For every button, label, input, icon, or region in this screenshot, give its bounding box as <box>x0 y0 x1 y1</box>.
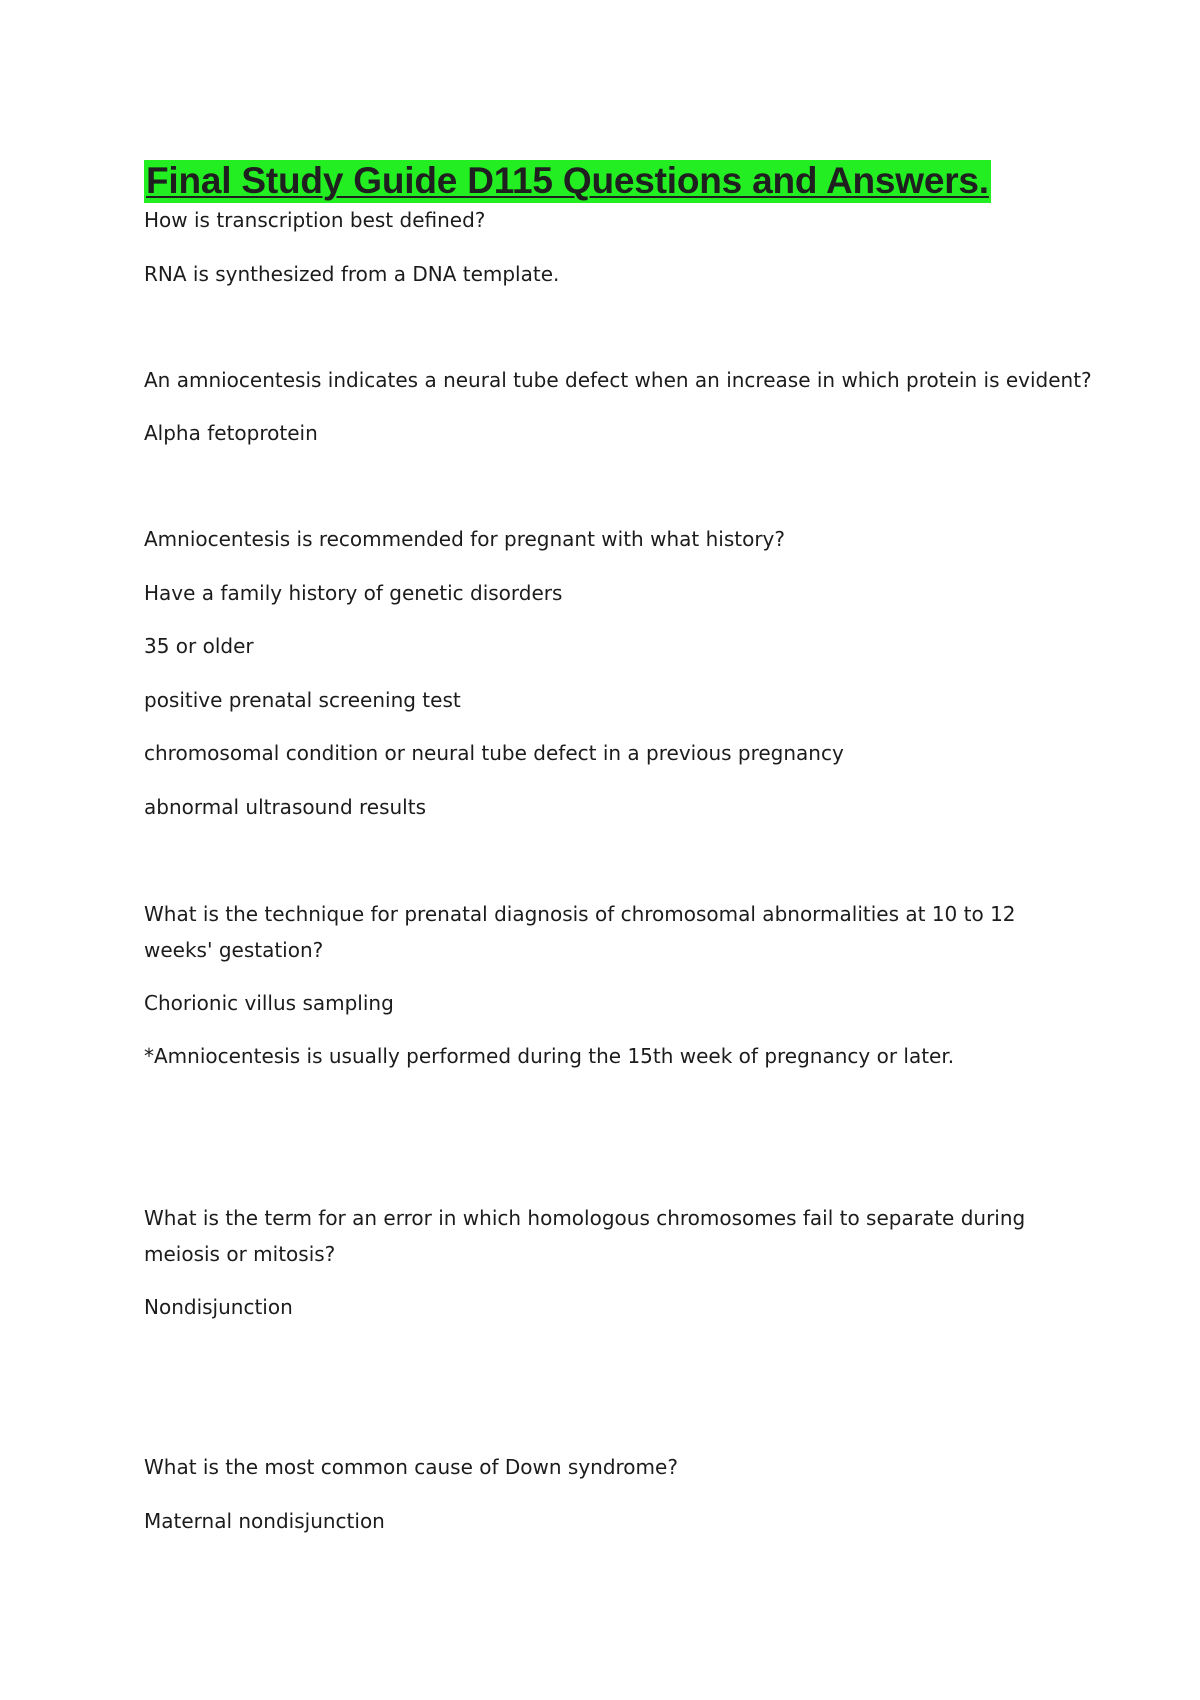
question-4: What is the technique for prenatal diagnosis of chromosomal abnormalities at 10 to 12 weeks' gestation? <box>144 902 1016 962</box>
answer-5-1: Nondisjunction <box>144 1295 293 1319</box>
answer-3-3: positive prenatal screening test <box>144 688 461 712</box>
document-title: Final Study Guide D115 Questions and Answers. <box>146 160 989 201</box>
answer-4-1: Chorionic villus sampling <box>144 991 394 1015</box>
answer-3-5: abnormal ultrasound results <box>144 795 427 819</box>
answer-3-1: Have a family history of genetic disorders <box>144 581 563 605</box>
question-3: Amniocentesis is recommended for pregnant with what history? <box>144 527 785 551</box>
answer-6-1: Maternal nondisjunction <box>144 1509 385 1533</box>
question-2: An amniocentesis indicates a neural tube defect when an increase in which protein is evident? <box>144 368 1092 392</box>
answer-3-4: chromosomal condition or neural tube defect in a previous pregnancy <box>144 741 844 765</box>
question-1: How is transcription best defined? <box>144 208 486 232</box>
answer-1-1: RNA is synthesized from a DNA template. <box>144 262 560 286</box>
question-6: What is the most common cause of Down syndrome? <box>144 1455 678 1479</box>
answer-4-2: *Amniocentesis is usually performed during the 15th week of pregnancy or later. <box>144 1044 955 1068</box>
answer-2-1: Alpha fetoprotein <box>144 421 318 445</box>
answer-3-2: 35 or older <box>144 634 254 658</box>
question-5: What is the term for an error in which homologous chromosomes fail to separate during meiosis or mitosis? <box>144 1206 1026 1266</box>
